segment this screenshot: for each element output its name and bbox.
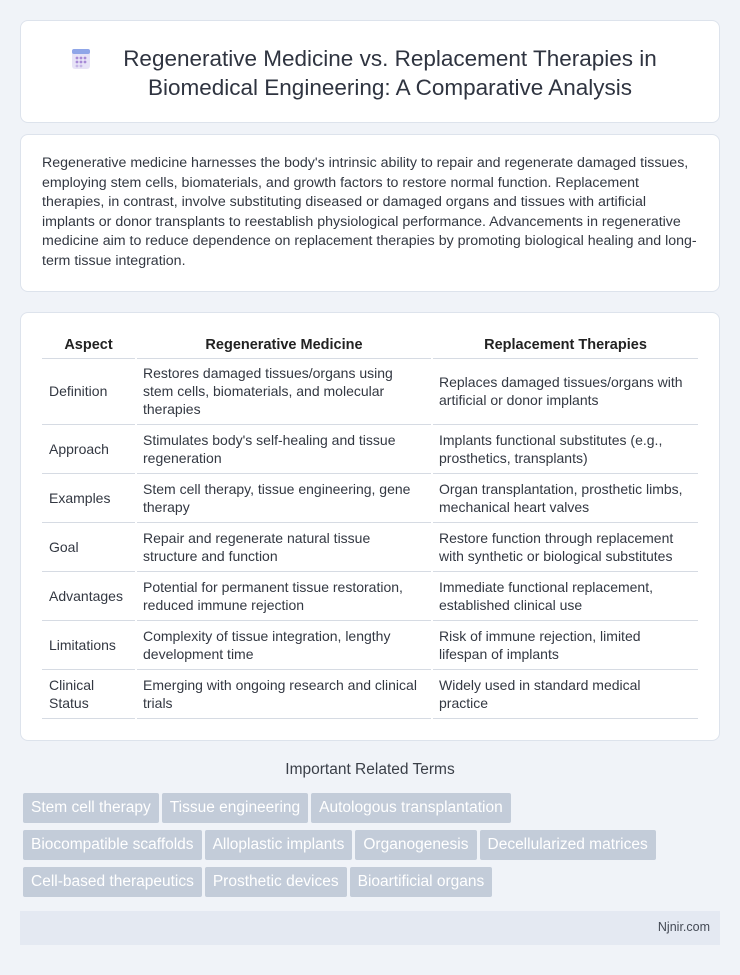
row-aspect: Advantages: [42, 571, 136, 620]
row-replacement: Implants functional substitutes (e.g., prosthetics, transplants): [432, 424, 698, 473]
row-replacement: Widely used in standard medical practice: [432, 669, 698, 718]
row-replacement: Organ transplantation, prosthetic limbs, mechanical heart valves: [432, 473, 698, 522]
related-term-tag[interactable]: Decellularized matrices: [480, 830, 656, 860]
table-row: [42, 571, 698, 620]
related-terms-title: Important Related Terms: [285, 761, 455, 778]
column-header-aspect: Aspect: [42, 333, 136, 358]
row-aspect: Examples: [42, 473, 136, 522]
related-term-tag[interactable]: Organogenesis: [355, 830, 476, 860]
row-regenerative: Potential for permanent tissue restoration, reduced immune rejection: [136, 571, 432, 620]
row-replacement: Replaces damaged tissues/organs with artificial or donor implants: [432, 358, 698, 424]
related-term-tag[interactable]: Biocompatible scaffolds: [23, 830, 202, 860]
related-term-tag[interactable]: Stem cell therapy: [23, 793, 159, 823]
related-term-tag[interactable]: Bioartificial organs: [350, 867, 493, 897]
column-header-regenerative: Regenerative Medicine: [136, 333, 432, 358]
row-aspect: Clinical Status: [42, 669, 136, 718]
row-regenerative: Stem cell therapy, tissue engineering, gene therapy: [136, 473, 432, 522]
table-row: [42, 620, 698, 669]
comparison-table-card: [20, 312, 720, 741]
related-term-tag[interactable]: Autologous transplantation: [311, 793, 511, 823]
table-row: [42, 473, 698, 522]
row-regenerative: Restores damaged tissues/organs using stem cells, biomaterials, and molecular therapies: [136, 358, 432, 424]
intro-paragraph: Regenerative medicine harnesses the body's intrinsic ability to repair and regenerate damaged tissues, employing stem cells, biomaterials, and growth factors to restore normal function. Replacement therapies, in contrast, involve substituting diseased or damaged organs and tissues with artificial implants or donor transplants to reestablish physiological performance. Advancements in regenerative medicine aim to reduce dependence on replacement therapies by promoting biological healing and long-term tissue integration.: [42, 155, 697, 269]
intro-card: [20, 134, 720, 292]
row-aspect: Approach: [42, 424, 136, 473]
page-title: Regenerative Medicine vs. Replacement Therapies in Biomedical Engineering: A Comparative Analysis: [123, 46, 657, 100]
column-header-replacement: Replacement Therapies: [432, 333, 698, 358]
table-row: [42, 522, 698, 571]
footer-site-name[interactable]: Njnir.com: [657, 920, 710, 934]
row-regenerative: Complexity of tissue integration, lengthy development time: [136, 620, 432, 669]
related-term-tag[interactable]: Prosthetic devices: [205, 867, 347, 897]
row-aspect: Definition: [42, 358, 136, 424]
row-replacement: Risk of immune rejection, limited lifespan of implants: [432, 620, 698, 669]
row-replacement: Restore function through replacement with synthetic or biological substitutes: [432, 522, 698, 571]
related-term-tag[interactable]: Alloplastic implants: [205, 830, 353, 860]
row-regenerative: Emerging with ongoing research and clinical trials: [136, 669, 432, 718]
table-row: [42, 358, 698, 424]
comparison-table: [42, 333, 698, 719]
row-replacement: Immediate functional replacement, established clinical use: [432, 571, 698, 620]
row-regenerative: Stimulates body's self-healing and tissue regeneration: [136, 424, 432, 473]
row-regenerative: Repair and regenerate natural tissue structure and function: [136, 522, 432, 571]
related-term-tag[interactable]: Tissue engineering: [162, 793, 308, 823]
related-terms-list: [23, 793, 713, 904]
related-term-tag[interactable]: Cell-based therapeutics: [23, 867, 202, 897]
table-row: [42, 669, 698, 718]
table-header-row: [42, 333, 698, 358]
row-aspect: Limitations: [42, 620, 136, 669]
footer: [20, 911, 720, 945]
title-card: [20, 20, 720, 123]
table-row: [42, 424, 698, 473]
row-aspect: Goal: [42, 522, 136, 571]
